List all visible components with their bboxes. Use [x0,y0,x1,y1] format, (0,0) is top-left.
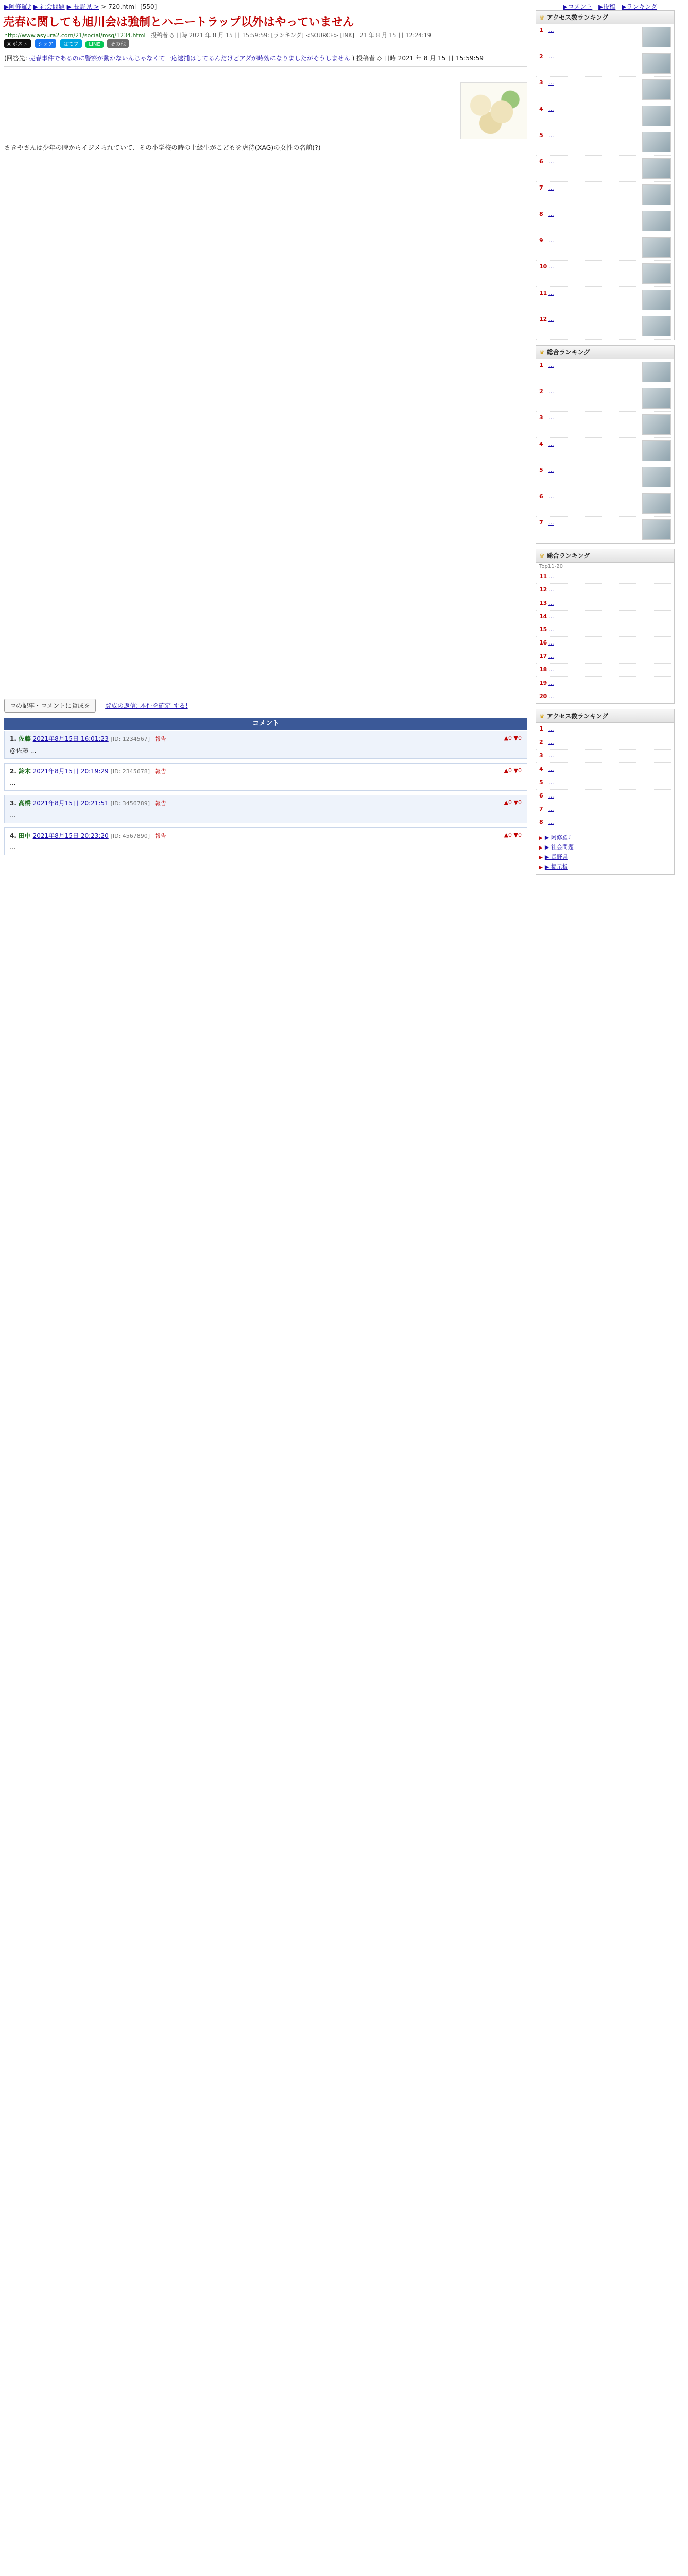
top-right-links [559,2,657,11]
comment-body: ... [10,779,16,786]
top-link-ranking[interactable]: ▶ランキング [622,3,657,10]
ranking-thumbnail [642,316,671,336]
comment-id: [ID: 1234567] [110,736,150,742]
summary-link[interactable]: 売春事件であるのに警察が動かないんじゃなくて一応逮捕はしてるんだけどアダが時効になりましたがそうしません [29,55,350,62]
ranking-item[interactable]: 4 ... [536,103,674,129]
share-hatena-button[interactable]: はてブ [60,39,82,48]
ranking-item[interactable]: 20 ... [536,690,674,704]
ranking-item[interactable]: 4 ... [536,438,674,464]
sidebar-link-item[interactable]: ▶ ▶ 阿修羅♪ [539,833,671,841]
sidebar-link-item[interactable]: ▶ ▶ 社会問題 [539,843,671,851]
comment-author[interactable]: 佐藤 [18,735,31,742]
overall-ranking-2-box [536,549,675,704]
comment-item [4,763,527,791]
article-posted: 21 年 8 月 15 日 12:24:19 [359,32,431,39]
comment-number: 2. [10,767,16,775]
share-line-button[interactable]: LINE [85,41,103,48]
ranking-item[interactable]: 12 ... [536,313,674,340]
share-x-button[interactable]: X ポスト [4,39,31,48]
sidebar-link-item[interactable]: ▶ ▶ 長野県 [539,853,671,861]
crown-icon: ♛ [539,552,545,560]
agree-link[interactable]: 賛成の返信: 本件を確定 する! [105,702,188,709]
ranking-thumbnail [642,290,671,310]
ranking-thumbnail [642,263,671,284]
ranking-item[interactable]: 8 ... [536,208,674,234]
comment-body: ... [10,811,16,819]
overall-ranking-box [536,345,675,544]
ranking-thumbnail [642,53,671,74]
ranking-thumbnail [642,519,671,540]
ranking-item[interactable]: 19 ... [536,677,674,690]
comment-report-link[interactable]: 報告 [154,768,166,775]
sidebar-links [536,829,674,874]
comment-vote[interactable]: ▲0 ▼0 [504,799,522,806]
ranking-list [536,359,674,543]
share-row [4,39,131,49]
top-link-comment[interactable]: ▶コメント [563,3,593,10]
comment-date[interactable]: 2021年8月15日 20:21:51 [32,800,109,807]
comments-list [4,731,527,859]
ranking-thumbnail [642,132,671,152]
access-ranking-title: ♛ アクセス数ランキング [536,11,674,24]
comment-author[interactable]: 鈴木 [18,767,31,775]
ranking-item[interactable]: 1 ... [536,723,674,736]
comment-item [4,731,527,759]
ranking-thumbnail [642,237,671,258]
ranking-thumbnail [642,79,671,100]
comment-head [10,799,522,808]
comment-author[interactable]: 田中 [18,832,31,839]
ranking-list [536,24,674,340]
ranking-item[interactable]: 13 ... [536,597,674,611]
comment-number: 3. [10,800,16,807]
ranking-list [536,723,674,829]
ranking-thumbnail [642,388,671,409]
ranking-item[interactable]: 1 ... [536,359,674,385]
comment-report-link[interactable]: 報告 [154,832,166,839]
breadcrumb [4,2,519,12]
breadcrumb-board[interactable]: ▶ 長野県 > [66,3,99,10]
summary-suffix: ) 投稿者 ◇ 日時 2021 年 8 月 15 日 15:59:59 [352,55,484,62]
comment-report-link[interactable]: 報告 [154,800,166,807]
ranking-thumbnail [642,27,671,47]
summary-prefix: (回答先: [4,55,27,62]
share-facebook-button[interactable]: シェア [35,39,57,48]
crown-icon: ♛ [539,713,545,720]
comment-body: ... [10,843,16,851]
ranking-item[interactable]: 18 ... [536,664,674,677]
ranking-thumbnail [642,211,671,231]
comment-number: 1. [10,735,16,742]
breadcrumb-thread: > 720.html [101,3,136,10]
comment-author[interactable]: 高橋 [18,800,31,807]
crown-icon: ♛ [539,14,545,21]
ranking-item[interactable]: 6 ... [536,790,674,803]
ranking-item[interactable]: 6 ... [536,490,674,517]
article-thumbnail [460,82,527,139]
access-ranking-box [536,10,675,340]
comment-vote[interactable]: ▲0 ▼0 [504,735,522,741]
ranking-item[interactable]: 17 ... [536,650,674,664]
meta-row [4,31,527,39]
comment-vote[interactable]: ▲0 ▼0 [504,767,522,774]
cta-row [4,699,527,713]
comment-body: @佐藤 ... [10,747,37,754]
comment-head [10,734,522,744]
ranking-thumbnail [642,362,671,382]
comment-item [4,827,527,856]
ranking-thumbnail [642,440,671,461]
ranking-item[interactable]: 3 ... [536,77,674,103]
ranking-item[interactable]: 10 ... [536,261,674,287]
breadcrumb-count: [550] [140,3,157,10]
ranking-item[interactable]: 7 ... [536,517,674,543]
ranking-item[interactable]: 7 ... [536,803,674,817]
article-body [4,124,457,179]
article-url[interactable]: http://www.asyura2.com/21/social/msg/1234.html [4,32,146,39]
ranking-item[interactable]: 15 ... [536,623,674,637]
ranking-item[interactable]: 11 ... [536,287,674,313]
ranking-item[interactable]: 3 ... [536,412,674,438]
ranking-range-note: Top11-20 [539,564,563,569]
comments-header: コメント [4,718,527,730]
article-paragraph: さきやさんは少年の時からイジメられていて、その小学校の時の上級生がこどもを虐待(XAG)の女性の名前(?) [4,143,321,151]
top-link-post[interactable]: ▶投稿 [598,3,616,10]
title-row [3,13,526,29]
ranking-thumbnail [642,106,671,126]
sidebar-link-item[interactable]: ▶ ▶ 掲示板 [539,862,671,871]
ranking-item[interactable]: 2 ... [536,736,674,750]
comment-id: [ID: 2345678] [110,768,150,775]
ranking-item[interactable]: 5 ... [536,129,674,156]
comment-date[interactable]: 2021年8月15日 20:19:29 [32,767,109,775]
comment-report-link[interactable]: 報告 [154,736,166,742]
comment-number: 4. [10,832,16,839]
ranking-thumbnail [642,414,671,435]
ranking-item[interactable]: 5 ... [536,464,674,490]
ranking-thumbnail [642,467,671,487]
ranking-thumbnail [642,184,671,205]
ranking-item[interactable]: 16 ... [536,637,674,650]
comment-id: [ID: 3456789] [110,800,150,807]
comment-date[interactable]: 2021年8月15日 16:01:23 [32,735,109,742]
comment-head [10,831,522,841]
ranking-thumbnail [642,493,671,514]
breadcrumb-category[interactable]: ▶ 社会問題 [33,3,65,10]
crown-icon: ♛ [539,349,545,356]
comment-item [4,795,527,823]
ranking-item[interactable]: 3 ... [536,750,674,763]
ranking-item[interactable]: 2 ... [536,385,674,412]
page-title: 売春に関しても旭川会は強制とハニートラップ以外はやっていません [3,16,354,29]
ranking-item[interactable]: 4 ... [536,763,674,776]
comment-vote[interactable]: ▲0 ▼0 [504,831,522,838]
breadcrumb-home[interactable]: ▶阿修羅♪ [4,3,31,10]
ranking-item[interactable]: 7 ... [536,182,674,208]
share-more-button[interactable]: その他 [107,39,129,48]
right-sidebar [536,10,675,880]
ranking-item[interactable]: 1 ... [536,24,674,50]
reply-summary [4,54,527,67]
access-ranking-2-title: ♛ アクセス数ランキング [536,709,674,723]
comment-head [10,767,522,776]
comment-id: [ID: 4567890] [110,832,150,839]
ranking-thumbnail [642,158,671,179]
ranking-item[interactable]: 8 ... [536,816,674,829]
access-ranking-2-box [536,709,675,875]
ranking-item[interactable]: 6 ... [536,156,674,182]
ranking-item[interactable]: 14 ... [536,611,674,624]
overall-ranking-title: ♛ 総合ランキング [536,346,674,359]
ranking-item[interactable]: 2 ... [536,50,674,77]
ranking-item[interactable]: 5 ... [536,776,674,790]
ranking-item[interactable]: 9 ... [536,234,674,261]
comment-date[interactable]: 2021年8月15日 20:23:20 [32,832,109,839]
ranking-list [536,570,674,703]
ranking-item[interactable]: 12 ... [536,584,674,597]
overall-ranking-2-title: ♛ 総合ランキング [536,549,674,563]
article-byline: 投稿者 ◇ 日時 2021 年 8 月 15 日 15:59:59: [ランキング] <SOURCE> [INK] [151,32,354,39]
ranking-item[interactable]: 11 ... [536,570,674,584]
agree-button[interactable]: コの記事・コメントに賛成を [4,699,96,713]
